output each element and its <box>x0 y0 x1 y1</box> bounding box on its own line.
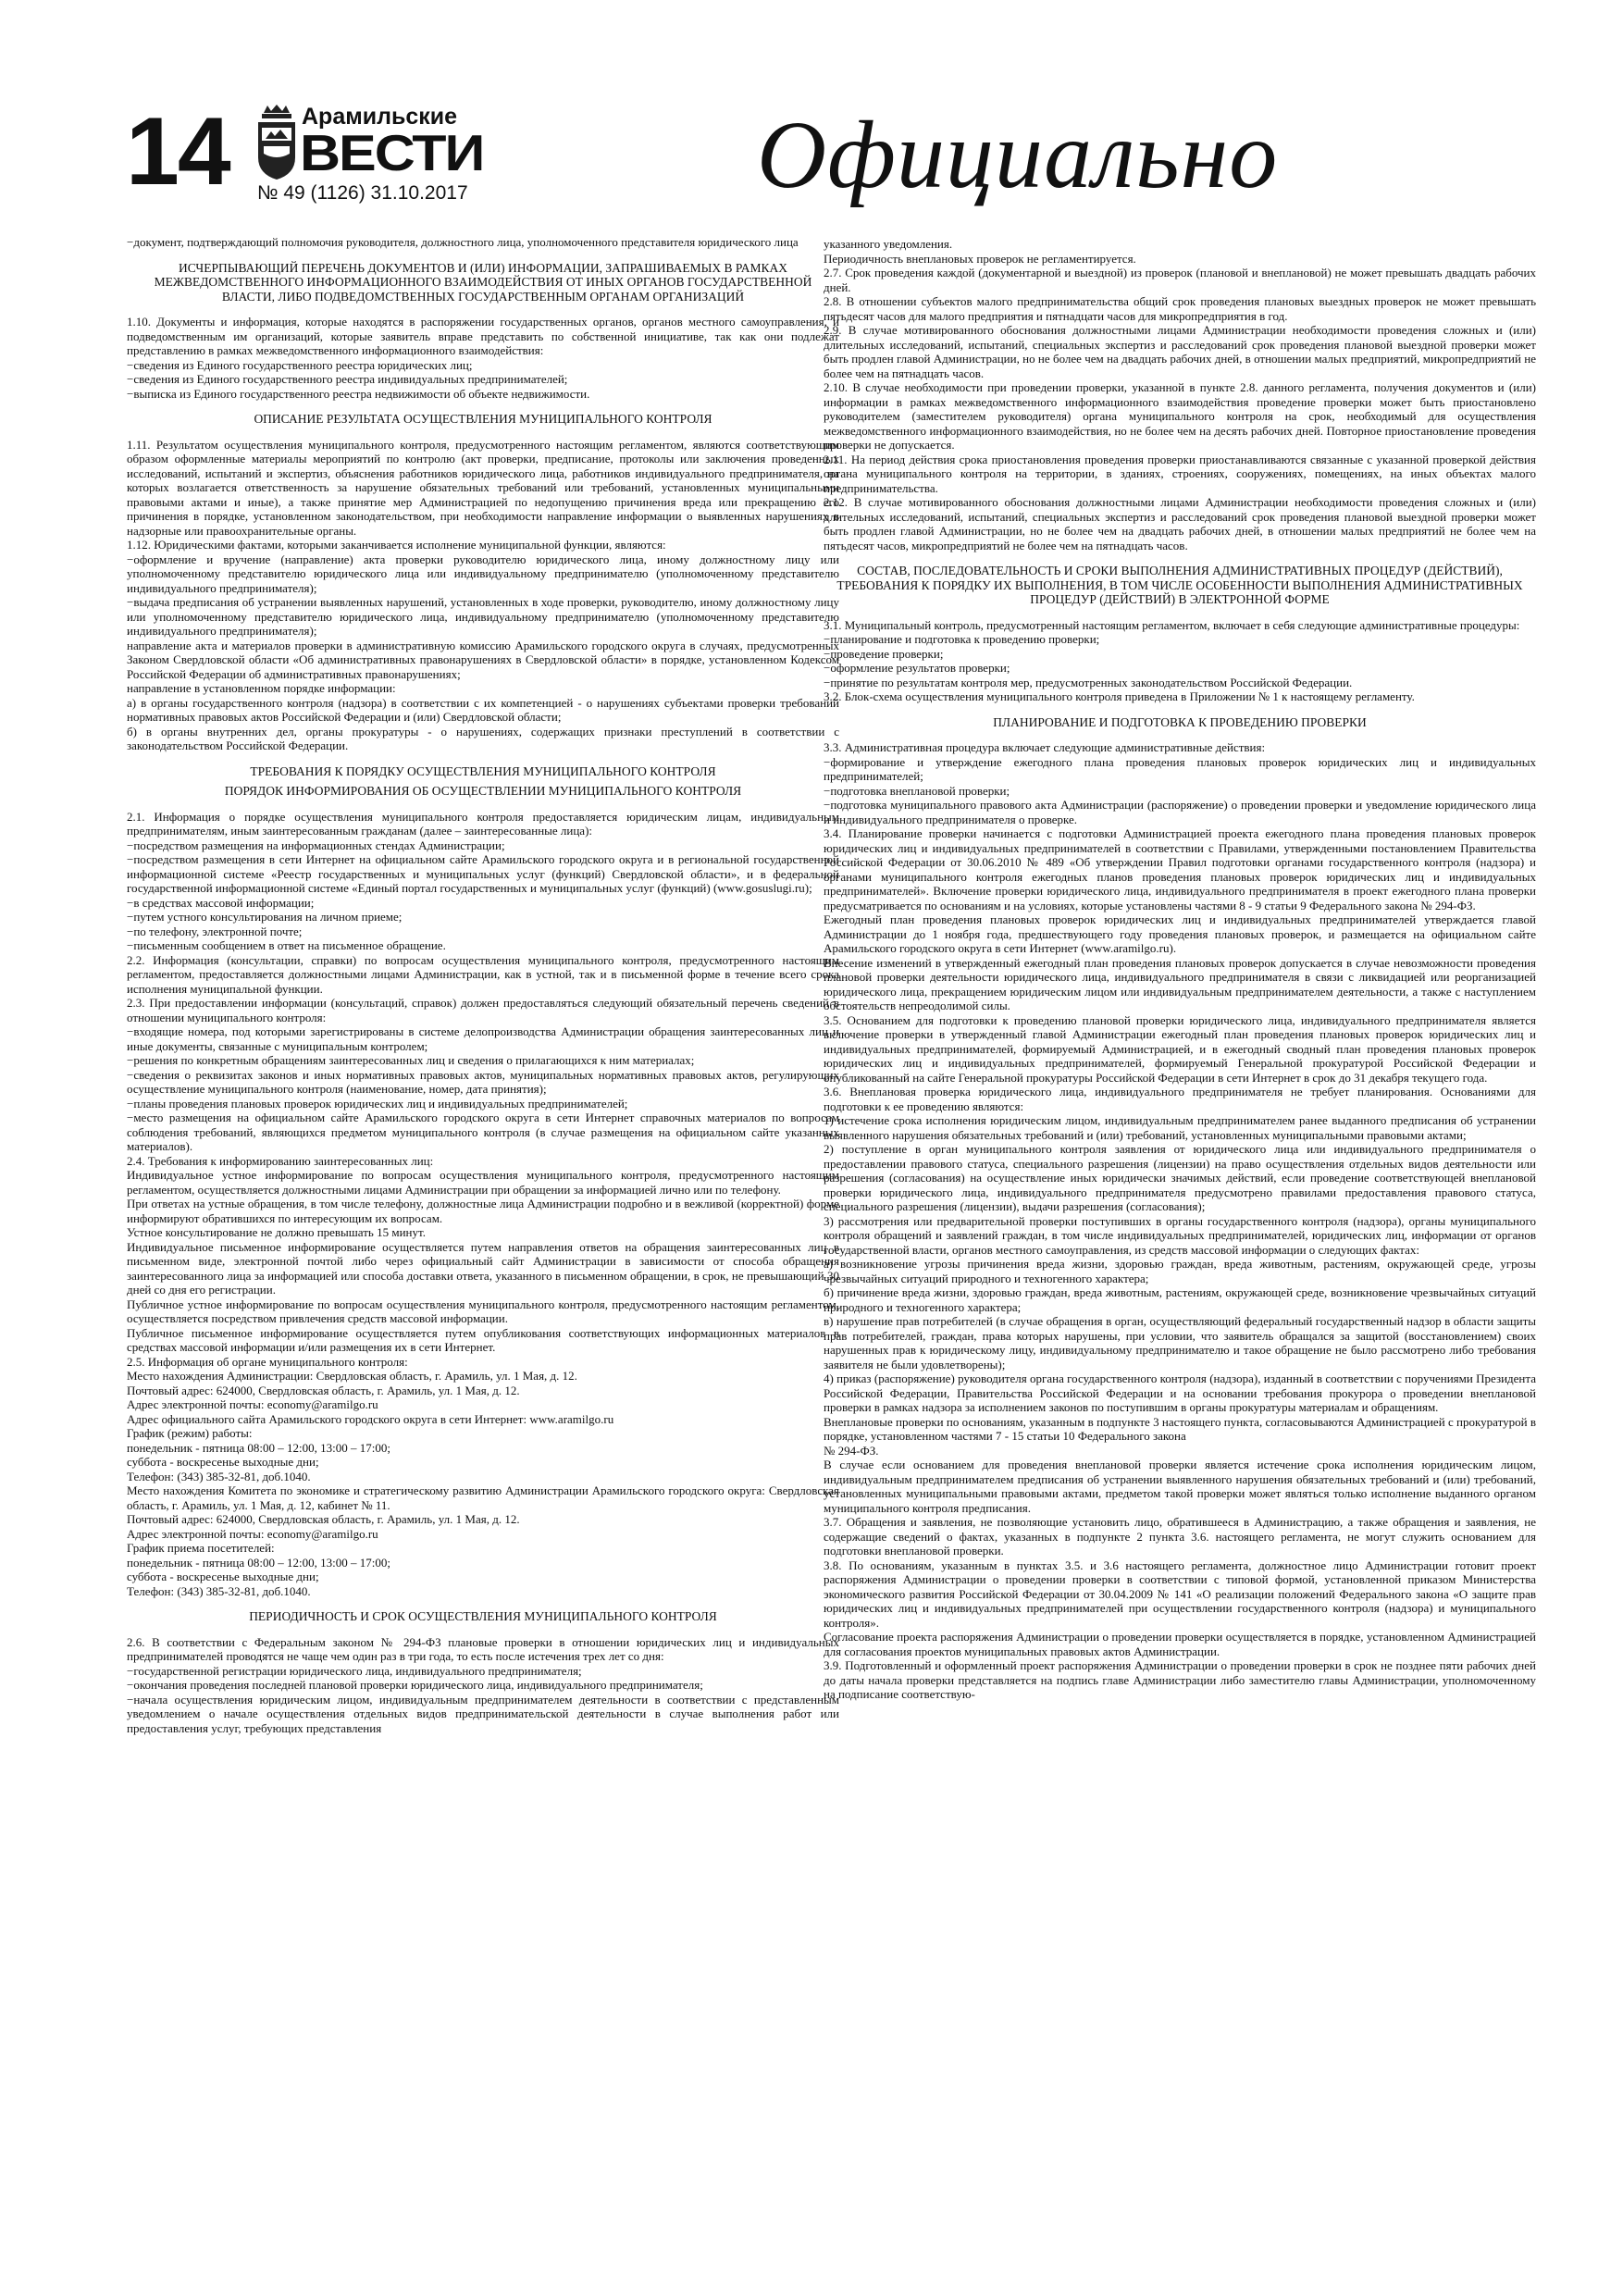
paragraph: В случае если основанием для проведения внеплановой проверки является истечение срока исполнения юридическим лицом, индивидуальным предпринимателем предписания об устранении выявленного нарушения обязательных требований и (или) требований, установленных муниципальными правовыми актами, предметом такой проверки может являться только исполнение выданного органом муниципального контроля предписания. <box>824 1458 1536 1515</box>
coat-of-arms-icon <box>256 104 297 181</box>
paragraph: б) причинение вреда жизни, здоровью граждан, вреда животным, растениям, окружающей среде, возникновение чрезвычайных ситуаций природного и техногенного характера; <box>824 1285 1536 1314</box>
paragraph: 3.2. Блок-схема осуществления муниципального контроля приведена в Приложении № 1 к настоящему регламенту. <box>824 689 1415 703</box>
paragraph: 2.12. В случае мотивированного обоснования должностными лицами Администрации необходимости проведения сложных и (или) длительных исследований, испытаний, специальных экспертиз и расследований срок проведения плановой выездной проверки может быть продлен главой Администрации, но не более чем на двадцать рабочих дней, в отношении малых предприятий не более чем на пятьдесят часов, микропредприятий не более чем на пятнадцать часов. <box>824 495 1536 552</box>
email-text: Адрес электронной почты: economy@aramilgo.ru <box>127 1526 378 1541</box>
email-text: Адрес электронной почты: economy@aramilgo.ru <box>127 1397 378 1411</box>
paragraph: суббота - воскресенье выходные дни; <box>127 1455 319 1469</box>
paragraph: −место размещения на официальном сайте Арамильского городского округа в сети Интернет справочных материалов по вопросам соблюдения требований, являющихся предметом муниципального контроля (в случае размещения на официальном сайте указанных материалов). <box>127 1111 839 1153</box>
paragraph: 3.3. Административная процедура включает следующие административные действия: <box>824 740 1266 754</box>
paragraph: Внеплановые проверки по основаниям, указанным в подпункте 3 настоящего пункта, согласовываются Администрацией с прокуратурой в порядке, установленном частями 7 - 15 статьи 10 Федерального закона <box>824 1414 1536 1443</box>
paragraph: График (режим) работы: <box>127 1426 253 1440</box>
paragraph: −проведение проверки; <box>824 646 944 661</box>
paragraph: −оформление результатов проверки; <box>824 661 1010 675</box>
paragraph: 2.8. В отношении субъектов малого предпринимательства общий срок проведения плановых выездных проверок не может превышать пятьдесят часов для малого предприятия и пятнадцати часов для микропредприятия в год. <box>824 294 1536 323</box>
paragraph: б) в органы внутренних дел, органы прокуратуры - о нарушениях, содержащих признаки преступлений в соответствии с законодательством Российской Федерации. <box>127 724 839 752</box>
paragraph: № 294-ФЗ. <box>824 1443 879 1458</box>
paragraph: 4) приказ (распоряжение) руководителя органа государственного контроля (надзора), изданный в соответствии с поручениями Президента Российской Федерации, Правительства Российской Федерации и на основании требования прокурора о проведении внеплановой проверки в рамках надзора за исполнением законов по поступившим в органы прокуратуры материалам и обращениям. <box>824 1371 1536 1414</box>
paragraph: суббота - воскресенье выходные дни; <box>127 1570 319 1583</box>
paragraph: −оформление и вручение (направление) акта проверки руководителю юридического лица, иному должностному лицу или уполномоченному представителю юридического лица или индивидуальному предпринимателю (уполномоченному представителю индивидуального предпринимателя); <box>127 552 839 595</box>
paragraph: 3.4. Планирование проверки начинается с подготовки Администрацией проекта ежегодного плана проведения плановых проверок юридических лиц и индивидуальных предпринимателей в соответствии с Правилами, утвержденными постановлением Правительства Российской Федерации от 30.06.2010 № 489 «Об утверждении Правил подготовки органами государственного контроля (надзора) и органами муниципального контроля ежегодных планов проведения плановых проверок юридических лиц и индивидуальных предпринимателей». Включение проверки юридического лица, индивидуального предпринимателя в проект ежегодного плана проверки предусматривается по основаниям и на условиях, которые установлены частями 8 - 9 статьи 9 Федерального закона № 294-ФЗ. <box>824 826 1536 912</box>
paragraph: −подготовка внеплановой проверки; <box>824 783 1010 798</box>
paragraph: −сведения о реквизитах законов и иных нормативных правовых актов, муниципальных нормативных правовых актов, регулирующих осуществление муниципального контроля (наименование, номер, дата принятия); <box>127 1067 839 1096</box>
paragraph: понедельник - пятница 08:00 – 12:00, 13:00 – 17:00; <box>127 1555 390 1570</box>
page-number: 14 <box>126 98 229 205</box>
paragraph: 2.2. Информация (консультации, справки) по вопросам осуществления муниципального контроля, предусмотренного настоящим регламентом, предоставляется должностными лицами Администрации, как в устной, так и в письменной форме в течение всего срока исполнения муниципальной функции. <box>127 952 839 996</box>
paragraph: 2.5. Информация об органе муниципального контроля: <box>127 1354 408 1369</box>
section-heading: ПЛАНИРОВАНИЕ И ПОДГОТОВКА К ПРОВЕДЕНИЮ ПРОВЕРКИ <box>993 714 1367 729</box>
paragraph: Публичное устное информирование по вопросам осуществления муниципального контроля, предусмотренного настоящим регламентом, осуществляется посредством привлечения средств массовой информации. <box>127 1297 839 1325</box>
paragraph: −по телефону, электронной почте; <box>127 924 303 938</box>
section-heading: ПОРЯДОК ИНФОРМИРОВАНИЯ ОБ ОСУЩЕСТВЛЕНИИ МУНИЦИПАЛЬНОГО КОНТРОЛЯ <box>224 784 742 798</box>
website-text: Адрес официального сайта Арамильского городского округа в сети Интернет: www.aramilgo.ru <box>127 1411 614 1426</box>
paragraph: Индивидуальное письменное информирование осуществляется путем направления ответов на обращения заинтересованных лиц в письменном виде, электронной почтой либо через официальный сайт Администрации в зависимости от способа обращения заинтересованного лица за информацией или способа доставки ответа, указанного в письменном обращении, в срок, не превышающий 30 дней со дня его регистрации. <box>127 1239 839 1297</box>
paragraph: −в средствах массовой информации; <box>127 895 315 910</box>
paragraph: Периодичность внеплановых проверок не регламентируется. <box>824 251 1136 266</box>
paragraph: −принятие по результатам контроля мер, предусмотренных законодательством Российской Федерации. <box>824 675 1353 689</box>
paragraph: 2.9. В случае мотивированного обоснования должностными лицами Администрации необходимости проведения сложных и (или) длительных исследований, испытаний, специальных экспертиз и расследований срок проведения плановой выездной проверки может быть продлен главой Администрации, но не более чем на двадцать рабочих дней, в отношении малых предприятий, микропредприятий не более чем на пятнадцать часов. <box>824 323 1536 380</box>
paragraph: а) в органы государственного контроля (надзора) в соответствии с их компетенцией - о нарушениях субъектами проверки требований нормативных правовых актов Российской Федерации и (или) Свердловской области; <box>127 695 839 724</box>
section-heading: ПЕРИОДИЧНОСТЬ И СРОК ОСУЩЕСТВЛЕНИЯ МУНИЦИПАЛЬНОГО КОНТРОЛЯ <box>249 1609 717 1623</box>
phone-text: Телефон: (343) 385-32-81, доб.1040. <box>127 1583 311 1598</box>
paragraph: Внесение изменений в утвержденный ежегодный план проведения плановых проверок допускается в случае невозможности проведения плановой проверки деятельности юридического лица, индивидуального предпринимателя в связи с ликвидацией или реорганизацией юридического лица, прекращением юридическим лицом или индивидуальным предпринимателем деятельности, а также с наступлением обстоятельств непреодолимой силы. <box>824 955 1536 1012</box>
paragraph: −сведения из Единого государственного реестра индивидуальных предпринимателей; <box>127 372 568 386</box>
paragraph: −посредством размещения в сети Интернет на официальном сайте Арамильского городского округа и в региональной государственной информационной системе «Реестр государственных и муниципальных услуг (функций) Свердловской области», и в федеральной государственной информационной системе «Единый портал государственных и муниципальных услуг (функций) (www.gosuslugi.ru); <box>127 852 839 895</box>
paragraph: −выписка из Единого государственного реестра недвижимости об объекте недвижимости. <box>127 386 590 401</box>
section-heading: СОСТАВ, ПОСЛЕДОВАТЕЛЬНОСТЬ И СРОКИ ВЫПОЛНЕНИЯ АДМИНИСТРАТИВНЫХ ПРОЦЕДУР (ДЕЙСТВИЙ), ТРЕБОВАНИЯ К ПОРЯДКУ ИХ ВЫПОЛНЕНИЯ, В ТОМ ЧИСЛЕ ОСОБЕННОСТИ ВЫПОЛНЕНИЯ АДМИНИСТРАТИВНЫХ ПРОЦЕДУР (ДЕЙСТВИЙ) В ЭЛЕКТРОННОЙ ФОРМЕ <box>836 564 1523 606</box>
paragraph: −планирование и подготовка к проведению проверки; <box>824 632 1100 646</box>
paragraph: 1.12. Юридическими фактами, которыми заканчивается исполнение муниципальной функции, являются: <box>127 538 666 552</box>
paragraph: 3.7. Обращения и заявления, не позволяющие установить лицо, обратившееся в Администрацию, а также обращения и заявления, не содержащие сведений о фактах, указанных в подпункте 2 пункта 3.6. настоящего регламента, не могут служить основанием для подготовки внеплановой проверки. <box>824 1515 1536 1558</box>
paragraph: Почтовый адрес: 624000, Свердловская область, г. Арамиль, ул. 1 Мая, д. 12. <box>127 1383 520 1397</box>
paragraph: −выдача предписания об устранении выявленных нарушений, установленных в ходе проверки, руководителю, иному должностному лицу или уполномоченному представителю юридического лица, индивидуальному предпринимателю (уполномоченному представителю индивидуального предпринимателя); <box>127 595 839 638</box>
section-heading: ОПИСАНИЕ РЕЗУЛЬТАТА ОСУЩЕСТВЛЕНИЯ МУНИЦИПАЛЬНОГО КОНТРОЛЯ <box>254 412 712 426</box>
paragraph: −формирование и утверждение ежегодного плана проведения плановых проверок юридических лиц и индивидуальных предпринимателей; <box>824 754 1536 783</box>
left-column <box>127 235 839 1735</box>
paragraph: 2) поступление в орган муниципального контроля заявления от юридического лица или индивидуального предпринимателя о предоставлении правового статуса, специального разрешения (лицензии) на право осуществления отдельных видов деятельности или разрешения (согласования) на осуществление иных юридически значимых действий, если проведение соответствующей внеплановой проверки юридического лица, индивидуального предпринимателя предусмотрено правилами предоставления правового статуса, специального разрешения (лицензии), выдачи разрешения (согласования); <box>824 1142 1536 1213</box>
paragraph: 2.11. На период действия срока приостановления проведения проверки приостанавливаются связанные с указанной проверкой действия органа муниципального контроля на территории, в зданиях, строениях, сооружениях, помещениях, на иных объектах малого предпринимательства. <box>824 452 1536 495</box>
paragraph: −решения по конкретным обращениям заинтересованных лиц и сведения о прилагающихся к ним материалах; <box>127 1053 695 1067</box>
section-title: Официально <box>757 102 1279 208</box>
section-heading: ИСЧЕРПЫВАЮЩИЙ ПЕРЕЧЕНЬ ДОКУМЕНТОВ И (ИЛИ) ИНФОРМАЦИИ, ЗАПРАШИВАЕМЫХ В РАМКАХ МЕЖВЕДОМСТВЕННОГО ИНФОРМАЦИОННОГО ВЗАИМОДЕЙСТВИЯ ОТ ИНЫХ ОРГАНОВ ГОСУДАРСТВЕННОЙ ВЛАСТИ, ЛИБО ПОДВЕДОМСТВЕННЫХ ГОСУДАРСТВЕННЫМ ОРГАНАМ ОРГАНИЗАЦИЙ <box>154 260 812 304</box>
paragraph: График приема посетителей: <box>127 1541 275 1555</box>
paragraph: −документ, подтверждающий полномочия руководителя, должностного лица, уполномоченного представителя юридического лица <box>127 235 799 249</box>
paragraph: Ежегодный план проведения плановых проверок юридических лиц и индивидуальных предпринимателей утверждается главой Администрации до 1 ноября года, предшествующего году проведения плановых проверок, и размещается на официальном сайте Арамильского городского округа в сети Интернет (www.aramilgo.ru). <box>824 912 1536 955</box>
section-heading: ТРЕБОВАНИЯ К ПОРЯДКУ ОСУЩЕСТВЛЕНИЯ МУНИЦИПАЛЬНОГО КОНТРОЛЯ <box>250 763 716 778</box>
paragraph: 2.7. Срок проведения каждой (документарной и выездной) из проверок (плановой и внеплановой) не может превышать двадцать рабочих дней. <box>824 266 1536 294</box>
paragraph: −подготовка муниципального правового акта Администрации (распоряжение) о проведении проверки и уведомление юридического лица и индивидуального предпринимателя о проверке. <box>824 798 1536 826</box>
paragraph: 3.9. Подготовленный и оформленный проект распоряжения Администрации о проведении проверки в срок не позднее пяти рабочих дней до даты начала проверки представляется на подпись главе Администрации либо заместителю главы Администрации, уполномоченному на подписание соответствую- <box>824 1658 1536 1701</box>
paragraph: 2.6. В соответствии с Федеральным законом № 294-ФЗ плановые проверки в отношении юридических лиц и индивидуальных предпринимателей проводятся не чаще чем один раз в три года, то есть после истечения трех лет со дня: <box>127 1634 839 1663</box>
paragraph: При ответах на устные обращения, в том числе телефону, должностные лица Администрации подробно и в вежливой (корректной) форме информируют обратившихся по интересующим их вопросам. <box>127 1197 839 1225</box>
paragraph: −государственной регистрации юридического лица, индивидуального предпринимателя; <box>127 1663 582 1678</box>
paragraph: −путем устного консультирования на личном приеме; <box>127 910 403 924</box>
paragraph: а) возникновение угрозы причинения вреда жизни, здоровью граждан, вреда животным, растениям, окружающей среде, угрозы чрезвычайных ситуаций природного и техногенного характера; <box>824 1257 1536 1285</box>
paragraph: 3.5. Основанием для подготовки к проведению плановой проверки юридического лица, индивидуального предпринимателя является включение проверки в утвержденный главой Администрации ежегодный план проведения плановых проверок юридических лиц и индивидуальных предпринимателей, формируемый Администрацией, и в ежегодный сводный план проведения плановых проверок юридических лиц и индивидуальных предпринимателей, формируемый Генеральной прокуратурой Российской Федерации и опубликованный на сайте Генеральной прокуратуры Российской Федерации в сети Интернет в срок до 31 декабря текущего года. <box>824 1012 1536 1085</box>
paragraph: 1) истечение срока исполнения юридическим лицом, индивидуальным предпринимателем ранее выданного предписания об устранении выявленного нарушения обязательных требований и (или) требований, установленных муниципальными правовыми актами; <box>824 1113 1536 1142</box>
paragraph: 1.11. Результатом осуществления муниципального контроля, предусмотренного настоящим регламентом, являются соответствующим образом оформленные материалы мероприятий по контролю (акт проверки, предписание, протоколы или заключения проведенных исследований, испытаний и экспертиз, объяснения работников юридического лица, работников индивидуального предпринимателя, на которых возлагается ответственность за нарушение обязательных требований или требований, установленных муниципальными правовыми актами и иные), а также принятие мер Администрацией по недопущению причинения вреда или прекращению его причинения в порядке, установленном законодательством, при необходимости направление информации о выявленных нарушениях в надзорные или правоохранительные органы. <box>127 437 839 538</box>
paragraph: −планы проведения плановых проверок юридических лиц и индивидуальных предпринимателей; <box>127 1096 628 1111</box>
issue-number: № 49 (1126) 31.10.2017 <box>257 182 468 204</box>
paragraph: направление акта и материалов проверки в административную комиссию Арамильского городского округа в случаях, предусмотренных Законом Свердловской области «Об административных правонарушениях в Свердловской области» в порядке, установленном Кодексом Российской Федерации об административных правонарушениях; <box>127 638 839 681</box>
phone-text: Телефон: (343) 385-32-81, доб.1040. <box>127 1469 311 1483</box>
paragraph: 2.10. В случае необходимости при проведении проверки, указанной в пункте 2.8. данного регламента, получения документов и (или) информации в рамках межведомственного информационного взаимодействия проведение проверки может быть приостановлено руководителем (заместителем руководителя) органа муниципального контроля на срок, необходимый для осуществления межведомственного информационного взаимодействия, но не более чем на десять рабочих дней. Повторное приостановление проведения проверки не допускается. <box>824 380 1536 452</box>
masthead <box>0 0 1623 231</box>
paragraph: 2.3. При предоставлении информации (консультаций, справок) должен предоставляться следующий обязательный перечень сведений в отношении муниципального контроля: <box>127 996 839 1024</box>
paragraph: −сведения из Единого государственного реестра юридических лиц; <box>127 357 473 372</box>
paragraph: 2.4. Требования к информированию заинтересованных лиц: <box>127 1153 434 1168</box>
paragraph: направление в установленном порядке информации: <box>127 681 396 695</box>
paragraph: Почтовый адрес: 624000, Свердловская область, г. Арамиль, ул. 1 Мая, д. 12. <box>127 1512 520 1526</box>
paragraph: указанного уведомления. <box>824 237 953 251</box>
paragraph: в) нарушение прав потребителей (в случае обращения в орган, осуществляющий федеральный государственный надзор в области защиты прав потребителей, граждан, права которых нарушены, при условии, что заявитель обращался за защитой (восстановлением) своих нарушенных прав к юридическому лицу, индивидуальному предпринимателю и такое обращение не было рассмотрено либо требования заявителя не были удовлетворены); <box>824 1314 1536 1371</box>
paragraph: −окончания проведения последней плановой проверки юридического лица, индивидуального предпринимателя; <box>127 1678 703 1692</box>
paragraph: Публичное письменное информирование осуществляется путем опубликования соответствующих информационных материалов в средствах массовой информации и/или размещения их в сети Интернет. <box>127 1325 839 1354</box>
paragraph: Место нахождения Комитета по экономике и стратегическому развитию Администрации Арамильского городского округа: Свердловская область, г. Арамиль, ул. 1 Мая, д. 12, кабинет № 11. <box>127 1483 839 1512</box>
paragraph: 2.1. Информация о порядке осуществления муниципального контроля предоставляется юридическим лицам, индивидуальным предпринимателям, иным заинтересованным гражданам (далее – заинтересованные лица): <box>127 809 839 838</box>
paragraph: 1.10. Документы и информация, которые находятся в распоряжении государственных органов, органов местного самоуправления, и подведомственным им организаций, которые заявитель вправе представить по собственной инициативе, так как они подлежат представлению в рамках межведомственного информационного взаимодействия: <box>127 315 839 357</box>
logo-subtitle: Арамильские <box>302 104 458 130</box>
paragraph: Место нахождения Администрации: Свердловская область, г. Арамиль, ул. 1 Мая, д. 12. <box>127 1369 577 1383</box>
logo-title: ВЕСТИ <box>300 124 484 181</box>
paragraph: 3.1. Муниципальный контроль, предусмотренный настоящим регламентом, включает в себя следующие административные процедуры: <box>824 617 1520 632</box>
paragraph: Индивидуальное устное информирование по вопросам осуществления муниципального контроля, предусмотренного настоящим регламентом, осуществляется должностными лицами Администрации при обращении за информацией лично или по телефону. <box>127 1168 839 1197</box>
paragraph: −входящие номера, под которыми зарегистрированы в системе делопроизводства Администрации обращения заинтересованных лиц и иные документы, связанные с муниципальным контролем; <box>127 1024 839 1053</box>
paragraph: −начала осуществления юридическим лицом, индивидуальным предпринимателем деятельности в соответствии с представленным уведомлением о начале осуществления отдельных видов предпринимательской деятельности в случае выполнения работ или предоставления услуг, требующих представления <box>127 1692 839 1735</box>
paragraph: −посредством размещения на информационных стендах Администрации; <box>127 838 505 852</box>
paragraph: 3) рассмотрения или предварительной проверки поступивших в органы государственного контроля (надзора), органы муниципального контроля обращений и заявлений граждан, в том числе индивидуальных предпринимателей, юридических лиц, информации от органов государственной власти, органов местного самоуправления, из средств массовой информации о следующих фактах: <box>824 1213 1536 1257</box>
paragraph: понедельник - пятница 08:00 – 12:00, 13:00 – 17:00; <box>127 1440 390 1455</box>
paragraph: −письменным сообщением в ответ на письменное обращение. <box>127 938 446 952</box>
paragraph: Согласование проекта распоряжения Администрации о проведении проверки осуществляется в порядке, установленном Администрацией для согласования проектов муниципальных правовых актов Администрации. <box>824 1630 1536 1658</box>
right-column <box>824 237 1536 1702</box>
paragraph: 3.8. По основаниям, указанным в пунктах 3.5. и 3.6 настоящего регламента, должностное лицо Администрации готовит проект распоряжения Администрации о проведении проверки в соответствии с типовой формой, установленной приказом Министерства экономического развития Российской Федерации от 30.04.2009 № 141 «О реализации положений Федерального закона «О защите прав юридических лиц и индивидуальных предпринимателей при осуществлении государственного контроля (надзора) и муниципального контроля». <box>824 1558 1536 1630</box>
paragraph: Устное консультирование не должно превышать 15 минут. <box>127 1225 426 1239</box>
paragraph: 3.6. Внеплановая проверка юридического лица, индивидуального предпринимателя не требует планирования. Основаниями для подготовки к ее проведению являются: <box>824 1085 1536 1113</box>
